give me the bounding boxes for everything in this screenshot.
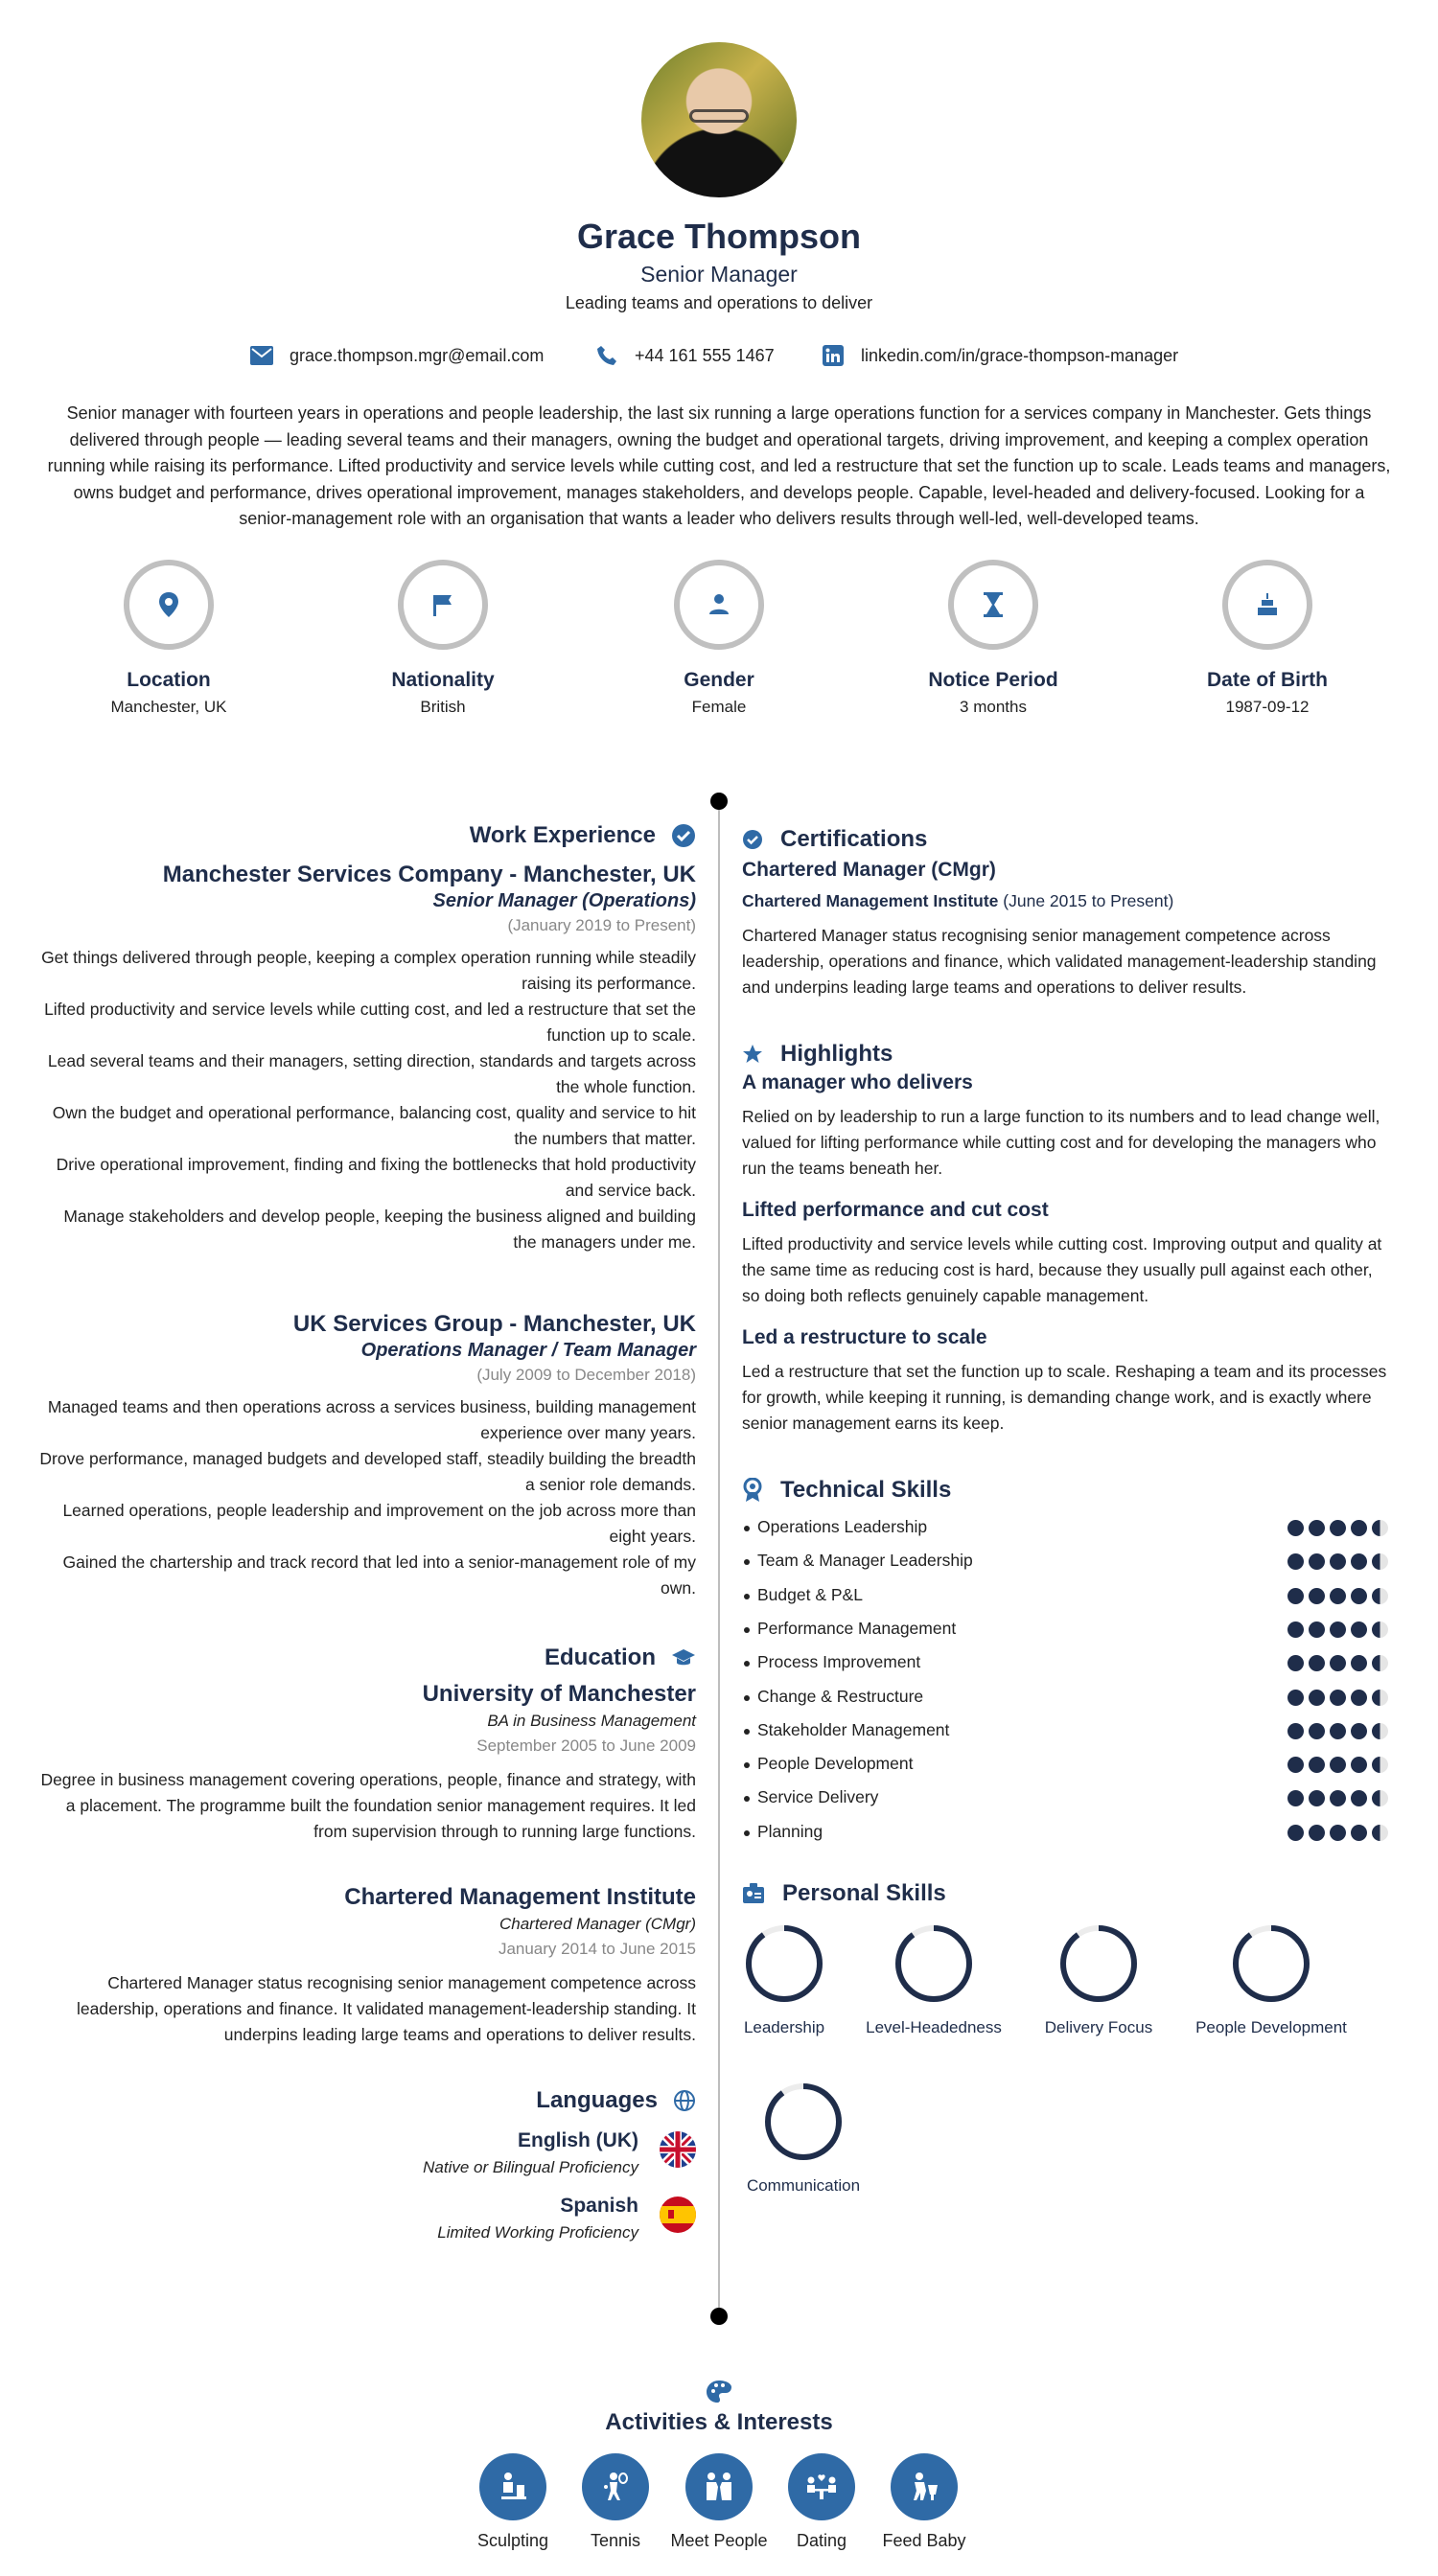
skill-gauge — [1057, 1922, 1140, 2005]
person-icon — [708, 593, 730, 616]
phone-text: +44 161 555 1467 — [635, 345, 775, 365]
technical-skill-list — [742, 1517, 1394, 1852]
fact-location: Location Manchester, UK — [63, 560, 274, 717]
rating-dot — [1330, 1655, 1346, 1671]
tennis-icon — [598, 2470, 633, 2504]
cert-name: Chartered Manager (CMgr) — [742, 859, 996, 881]
rating-dot — [1351, 1520, 1367, 1536]
rating-dot — [1309, 1622, 1325, 1638]
certifications-section — [742, 826, 1394, 1000]
highlight-desc: Relied on by leadership to run a large function to its numbers and to lead change well, valued for lifting performance while cutting cost and for developing the managers who run the teams beneath her. — [742, 1107, 1380, 1178]
candidate-tagline: Leading teams and operations to deliver — [565, 293, 873, 312]
cert-dates: (June 2015 to Present) — [1003, 891, 1174, 910]
language-level: Native or Bilingual Proficiency — [423, 2158, 638, 2176]
technical-skill-row — [742, 1619, 1394, 1642]
skill-rating — [1287, 1588, 1388, 1604]
job-dates: (January 2019 to Present) — [507, 916, 696, 934]
skill-rating — [1287, 1790, 1388, 1806]
skill-rating — [1287, 1723, 1388, 1739]
highlights-section — [742, 1041, 1394, 1437]
gauge-fill — [898, 1928, 969, 1999]
rating-dot — [1309, 1520, 1325, 1536]
rating-dot — [1372, 1588, 1388, 1604]
rating-dot — [1351, 1655, 1367, 1671]
rating-dot — [1287, 1723, 1304, 1739]
rating-dot — [1287, 1690, 1304, 1706]
technical-skill-row — [742, 1585, 1394, 1608]
highlight-title: A manager who delivers — [742, 1071, 973, 1093]
star-badge-icon — [742, 1044, 763, 1065]
section-title-education: Education — [38, 1644, 696, 1671]
rating-dot — [1287, 1553, 1304, 1570]
personal-skill-item — [707, 1922, 861, 2037]
rating-dot — [1309, 1757, 1325, 1773]
technical-skill-row — [742, 1652, 1394, 1675]
language-list — [38, 2129, 696, 2244]
job-org: UK Services Group - Manchester, UK — [292, 1311, 696, 1337]
rating-dot — [1309, 1588, 1325, 1604]
job-dates: (July 2009 to December 2018) — [476, 1366, 696, 1384]
rating-dot — [1372, 1723, 1388, 1739]
gauge-fill — [1063, 1928, 1134, 1999]
profile-summary: Senior manager with fourteen years in operations and people leadership, the last six running a large operations function for a services company in Manchester. Gets things delivered through people — leading several teams and their managers, owning the budget and operational targets, driving improvement, and keeping a complex operation running while raising its performance. Lifted productivity and service levels while cutting cost, and led a restructure that set the function up to scale. Leads teams and managers, owns budget and performance, drives operational improvement, manages stakeholders, and develops people. Capable, level-headed and delivery-focused. Looking for a senior-management role with an organisation that wants a leader who delivers results through well-led, well-developed teams. — [47, 403, 1391, 528]
highlight-title: Lifted performance and cut cost — [742, 1199, 1049, 1221]
interest-feed-baby: Feed Baby — [871, 2453, 977, 2551]
interest-sculpting: Sculpting — [460, 2453, 566, 2551]
rating-dot — [1351, 1622, 1367, 1638]
rating-dot — [1287, 1825, 1304, 1841]
gauge-fill — [768, 2086, 839, 2157]
timeline-dot-bottom — [710, 2308, 728, 2325]
edu-org: University of Manchester — [422, 1681, 696, 1707]
job-bullets: Get things delivered through people, keeping a complex operation running while steadily raising its performance. Lifted productivity and service levels while cutting cost, and led a restructure that set the function up to scale. Lead several teams and their managers, setting direction, standards and targets across the whole function. Own the budget and operational performance, balancing cost, quality and service to hit the numbers that matter. Drive operational improvement, finding and fixing the bottlenecks that hold productivity and service back. Manage stakeholders and develop people, keeping the business aligned and building the managers under me. — [41, 948, 696, 1252]
edu-dates: January 2014 to June 2015 — [498, 1940, 696, 1958]
section-title-certifications: Certifications — [742, 826, 1394, 853]
technical-skill-name: Service Delivery — [757, 1787, 879, 1807]
rating-dot — [1330, 1790, 1346, 1806]
job-org: Manchester Services Company - Manchester, UK — [162, 862, 696, 887]
rating-dot — [1351, 1757, 1367, 1773]
skill-rating — [1287, 1553, 1388, 1570]
spain-flag-icon — [660, 2196, 696, 2233]
globe-icon — [673, 2089, 696, 2112]
bullet-dot — [744, 1559, 750, 1565]
uk-flag-icon — [660, 2131, 696, 2168]
flag-icon — [432, 593, 453, 616]
timeline-line — [718, 801, 720, 2317]
rating-dot — [1330, 1622, 1346, 1638]
skill-gauge — [762, 2081, 845, 2163]
map-pin-icon — [158, 592, 179, 617]
personal-skill-name: Leadership — [743, 2018, 825, 2036]
rating-dot — [1287, 1588, 1304, 1604]
cert-issuer-line — [742, 891, 1394, 911]
highlight-desc: Led a restructure that set the function up to scale. Reshaping a team and its processes for growth, while keeping it running, is demanding change work, and is exactly where senior management earns its keep. — [742, 1362, 1387, 1433]
technical-skill-name: Change & Restructure — [757, 1686, 924, 1706]
edu-desc: Chartered Manager status recognising senior management competence across leadership, operations and finance. It validated management-leadership standing. It underpins leading large teams and operations to deliver results. — [77, 1973, 696, 2044]
rating-dot — [1309, 1723, 1325, 1739]
technical-skill-row — [742, 1720, 1394, 1743]
rating-dot — [1309, 1690, 1325, 1706]
personal-skill-name: Level-Headedness — [866, 2018, 1002, 2036]
rating-dot — [1287, 1622, 1304, 1638]
edu-org: Chartered Management Institute — [344, 1884, 696, 1910]
technical-skill-name: Team & Manager Leadership — [757, 1551, 973, 1571]
job-role: Senior Manager (Operations) — [432, 890, 696, 911]
bullet-dot — [744, 1594, 750, 1599]
rating-dot — [1372, 1553, 1388, 1570]
rating-dot — [1287, 1655, 1304, 1671]
rating-dot — [1372, 1622, 1388, 1638]
language-name: Spanish — [560, 2195, 638, 2217]
personal-skill-list — [742, 1922, 1394, 2239]
personal-skill-item — [1194, 1922, 1348, 2037]
sculpting-icon — [496, 2470, 530, 2504]
job-bullets: Managed teams and then operations across a services business, building management experience over many years. Drove performance, managed budgets and developed staff, steadily building the breadth a senior role demands. Learned operations, people leadership and improvement on the job across more than eight years. Gained the chartership and track record that led into a senior-management role of my own. — [39, 1397, 696, 1598]
dating-icon — [803, 2472, 840, 2502]
language-level: Limited Working Proficiency — [437, 2223, 638, 2242]
skill-rating — [1287, 1825, 1388, 1841]
linkedin-icon — [821, 343, 846, 368]
fact-notice-period: Notice Period 3 months — [888, 560, 1099, 717]
skill-rating — [1287, 1622, 1388, 1638]
rating-dot — [1372, 1825, 1388, 1841]
highlight-desc: Lifted productivity and service levels while cutting cost. Improving output and quality at the same time as reducing cost is hard, because they usually pull against each other, so doing both reflects genuinely capable management. — [742, 1234, 1382, 1305]
interest-dating: Dating — [769, 2453, 874, 2551]
rating-dot — [1309, 1655, 1325, 1671]
candidate-title: Senior Manager — [640, 262, 798, 287]
rating-dot — [1330, 1690, 1346, 1706]
cert-desc: Chartered Manager status recognising senior management competence across leadership, operations and finance, which validated management-leadership standing and underpins leading large teams and operations to deliver results. — [742, 926, 1377, 997]
rating-dot — [1287, 1790, 1304, 1806]
certificate-badge-icon — [742, 829, 763, 850]
technical-skill-name: Planning — [757, 1821, 823, 1841]
rating-dot — [1372, 1757, 1388, 1773]
technical-skill-row — [742, 1754, 1394, 1777]
contact-email[interactable] — [249, 343, 544, 368]
section-title-work: Work Experience — [38, 822, 696, 849]
skill-rating — [1287, 1520, 1388, 1536]
bullet-dot — [744, 1695, 750, 1701]
contact-phone[interactable] — [594, 343, 775, 368]
personal-skill-item — [857, 1922, 1010, 2037]
section-title-technical-skills: Technical Skills — [742, 1477, 1394, 1504]
language-name: English (UK) — [518, 2129, 638, 2151]
bullet-dot — [744, 1729, 750, 1735]
rating-dot — [1372, 1655, 1388, 1671]
edu-degree: Chartered Manager (CMgr) — [499, 1915, 696, 1933]
fact-nationality: Nationality British — [337, 560, 548, 717]
rating-dot — [1287, 1520, 1304, 1536]
rating-dot — [1351, 1790, 1367, 1806]
rating-dot — [1309, 1825, 1325, 1841]
job-role: Operations Manager / Team Manager — [360, 1340, 696, 1361]
skill-rating — [1287, 1690, 1388, 1706]
rating-dot — [1330, 1757, 1346, 1773]
candidate-name: Grace Thompson — [576, 217, 862, 256]
section-title-interests: Activities & Interests — [605, 2409, 833, 2435]
rating-dot — [1351, 1825, 1367, 1841]
rating-dot — [1372, 1790, 1388, 1806]
timeline-dot-top — [710, 793, 728, 810]
contact-linkedin[interactable] — [821, 343, 1178, 368]
rating-dot — [1309, 1790, 1325, 1806]
technical-skill-name: People Development — [757, 1754, 914, 1774]
education-section — [38, 1644, 696, 1845]
job-1 — [38, 862, 696, 1255]
verified-badge-icon — [671, 823, 696, 848]
rating-dot — [1351, 1588, 1367, 1604]
technical-skill-row — [742, 1551, 1394, 1574]
award-ribbon-icon — [742, 1478, 763, 1503]
rating-dot — [1330, 1825, 1346, 1841]
section-title-languages: Languages — [38, 2087, 696, 2114]
education-item-2 — [38, 1884, 696, 2048]
section-title-highlights: Highlights — [742, 1041, 1394, 1068]
work-experience-section — [38, 822, 696, 849]
personal-skill-name: Delivery Focus — [1044, 2018, 1153, 2036]
rating-dot — [1287, 1757, 1304, 1773]
personal-skill-name: People Development — [1195, 2018, 1347, 2036]
technical-skill-row — [742, 1517, 1394, 1540]
phone-icon — [594, 343, 619, 368]
hourglass-icon — [984, 592, 1003, 617]
cert-issuer: Chartered Management Institute — [742, 891, 999, 910]
meet-people-icon — [701, 2470, 737, 2504]
skill-gauge — [1230, 1922, 1312, 2005]
rating-dot — [1351, 1553, 1367, 1570]
interest-tennis: Tennis — [563, 2453, 668, 2551]
profile-photo — [641, 42, 797, 197]
section-title-personal-skills: Personal Skills — [742, 1880, 1394, 1907]
rating-dot — [1330, 1588, 1346, 1604]
edu-desc: Degree in business management covering operations, people, finance and strategy, with a placement. The programme built the foundation senior management requires. It led from supervision through to running large functions. — [40, 1770, 696, 1841]
rating-dot — [1330, 1520, 1346, 1536]
feed-baby-icon — [907, 2470, 941, 2504]
bullet-dot — [744, 1796, 750, 1802]
technical-skill-name: Process Improvement — [757, 1652, 921, 1672]
technical-skill-row — [742, 1787, 1394, 1810]
rating-dot — [1351, 1723, 1367, 1739]
technical-skill-name: Stakeholder Management — [757, 1719, 950, 1739]
skill-gauge — [893, 1922, 975, 2005]
job-2 — [38, 1311, 696, 1601]
bullet-dot — [744, 1762, 750, 1768]
bullet-dot — [744, 1830, 750, 1836]
technical-skills-section — [742, 1477, 1394, 1852]
bullet-dot — [744, 1661, 750, 1667]
linkedin-text: linkedin.com/in/grace-thompson-manager — [861, 345, 1179, 365]
technical-skill-row — [742, 1687, 1394, 1710]
interest-meet-people: Meet People — [666, 2453, 772, 2551]
skill-rating — [1287, 1757, 1388, 1773]
technical-skill-name: Budget & P&L — [757, 1584, 863, 1604]
technical-skill-name: Performance Management — [757, 1618, 957, 1638]
rating-dot — [1372, 1520, 1388, 1536]
personal-skill-item — [727, 2081, 880, 2196]
rating-dot — [1330, 1723, 1346, 1739]
rating-dot — [1309, 1553, 1325, 1570]
technical-skill-row — [742, 1822, 1394, 1845]
highlight-title: Led a restructure to scale — [742, 1326, 987, 1348]
skill-rating — [1287, 1655, 1388, 1671]
email-text: grace.thompson.mgr@email.com — [290, 345, 545, 365]
envelope-icon — [249, 343, 274, 368]
edu-degree: BA in Business Management — [487, 1712, 696, 1730]
cake-icon — [1256, 593, 1279, 616]
personal-skills-section — [742, 1880, 1394, 2239]
bullet-dot — [744, 1627, 750, 1633]
id-badge-icon — [742, 1883, 765, 1904]
gauge-fill — [1236, 1928, 1307, 1999]
personal-skill-item — [1022, 1922, 1175, 2037]
graduation-cap-icon — [671, 1647, 696, 1668]
rating-dot — [1372, 1690, 1388, 1706]
fact-date-of-birth: Date of Birth 1987-09-12 — [1162, 560, 1373, 717]
bullet-dot — [744, 1526, 750, 1531]
fact-gender: Gender Female — [614, 560, 824, 717]
technical-skill-name: Operations Leadership — [757, 1517, 928, 1536]
edu-dates: September 2005 to June 2009 — [476, 1736, 696, 1755]
palette-icon — [706, 2380, 732, 2404]
rating-dot — [1330, 1553, 1346, 1570]
gauge-fill — [749, 1928, 820, 1999]
personal-skill-name: Communication — [746, 2176, 861, 2195]
languages-section — [38, 2087, 696, 2114]
rating-dot — [1351, 1690, 1367, 1706]
skill-gauge — [743, 1922, 825, 2005]
